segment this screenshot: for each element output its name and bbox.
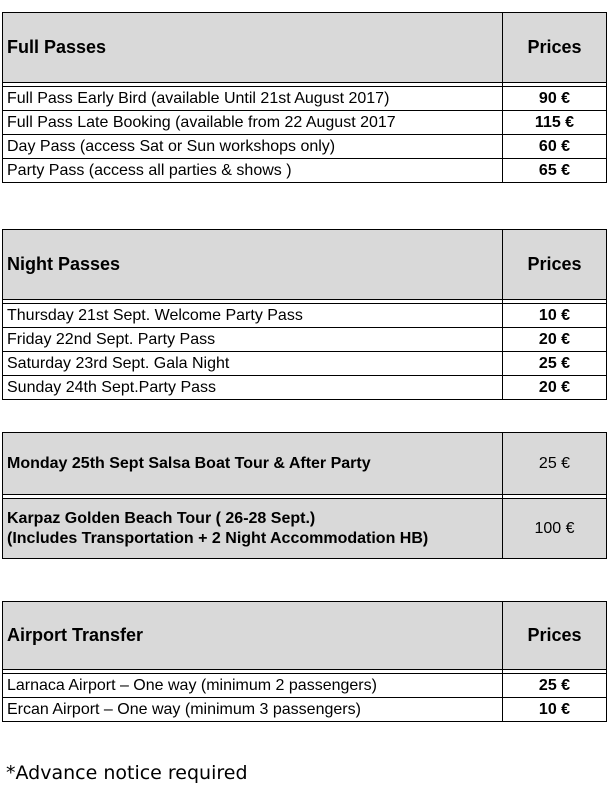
table-row <box>3 135 607 159</box>
table-row <box>3 376 607 400</box>
prices-header: Prices <box>503 602 607 670</box>
item-label: Sunday 24th Sept.Party Pass <box>3 376 503 400</box>
item-label: Party Pass (access all parties & shows ) <box>3 159 503 183</box>
advance-notice-note: *Advance notice required <box>6 762 248 784</box>
item-label: Full Pass Late Booking (available from 22 August 2017 <box>3 111 503 135</box>
table-row <box>3 87 607 111</box>
table-row <box>3 698 607 722</box>
item-price: 115 € <box>503 111 607 135</box>
table-row <box>3 111 607 135</box>
item-label: Friday 22nd Sept. Party Pass <box>3 328 503 352</box>
night-passes-table <box>2 229 607 400</box>
table-row <box>3 352 607 376</box>
item-label: Ercan Airport – One way (minimum 3 passengers) <box>3 698 503 722</box>
table-header <box>3 230 607 300</box>
item-price: 10 € <box>503 304 607 328</box>
item-label: Saturday 23rd Sept. Gala Night <box>3 352 503 376</box>
section-title: Full Passes <box>3 13 503 83</box>
item-price: 25 € <box>503 352 607 376</box>
item-label-line: Karpaz Golden Beach Tour ( 26-28 Sept.) <box>7 509 316 527</box>
item-price: 90 € <box>503 87 607 111</box>
table-row <box>3 674 607 698</box>
item-label-line: (Includes Transportation + 2 Night Accommodation HB) <box>7 529 429 547</box>
prices-header: Prices <box>503 13 607 83</box>
item-label: Day Pass (access Sat or Sun workshops only) <box>3 135 503 159</box>
table-header <box>3 602 607 670</box>
table-row <box>3 499 607 559</box>
item-price: 100 € <box>503 499 607 559</box>
full-passes-table <box>2 12 607 183</box>
item-price: 65 € <box>503 159 607 183</box>
tours-table <box>2 432 607 559</box>
item-price: 25 € <box>503 674 607 698</box>
table-row <box>3 328 607 352</box>
item-price: 25 € <box>503 433 607 495</box>
item-label <box>3 499 503 559</box>
section-title: Night Passes <box>3 230 503 300</box>
item-price: 10 € <box>503 698 607 722</box>
table-row <box>3 159 607 183</box>
item-label: Larnaca Airport – One way (minimum 2 passengers) <box>3 674 503 698</box>
table-row <box>3 433 607 495</box>
item-price: 60 € <box>503 135 607 159</box>
item-label: Thursday 21st Sept. Welcome Party Pass <box>3 304 503 328</box>
item-label: Full Pass Early Bird (available Until 21st August 2017) <box>3 87 503 111</box>
airport-transfer-table <box>2 601 607 722</box>
table-row <box>3 304 607 328</box>
item-label: Monday 25th Sept Salsa Boat Tour & After Party <box>3 433 503 495</box>
section-title: Airport Transfer <box>3 602 503 670</box>
table-header <box>3 13 607 83</box>
item-price: 20 € <box>503 328 607 352</box>
item-price: 20 € <box>503 376 607 400</box>
prices-header: Prices <box>503 230 607 300</box>
